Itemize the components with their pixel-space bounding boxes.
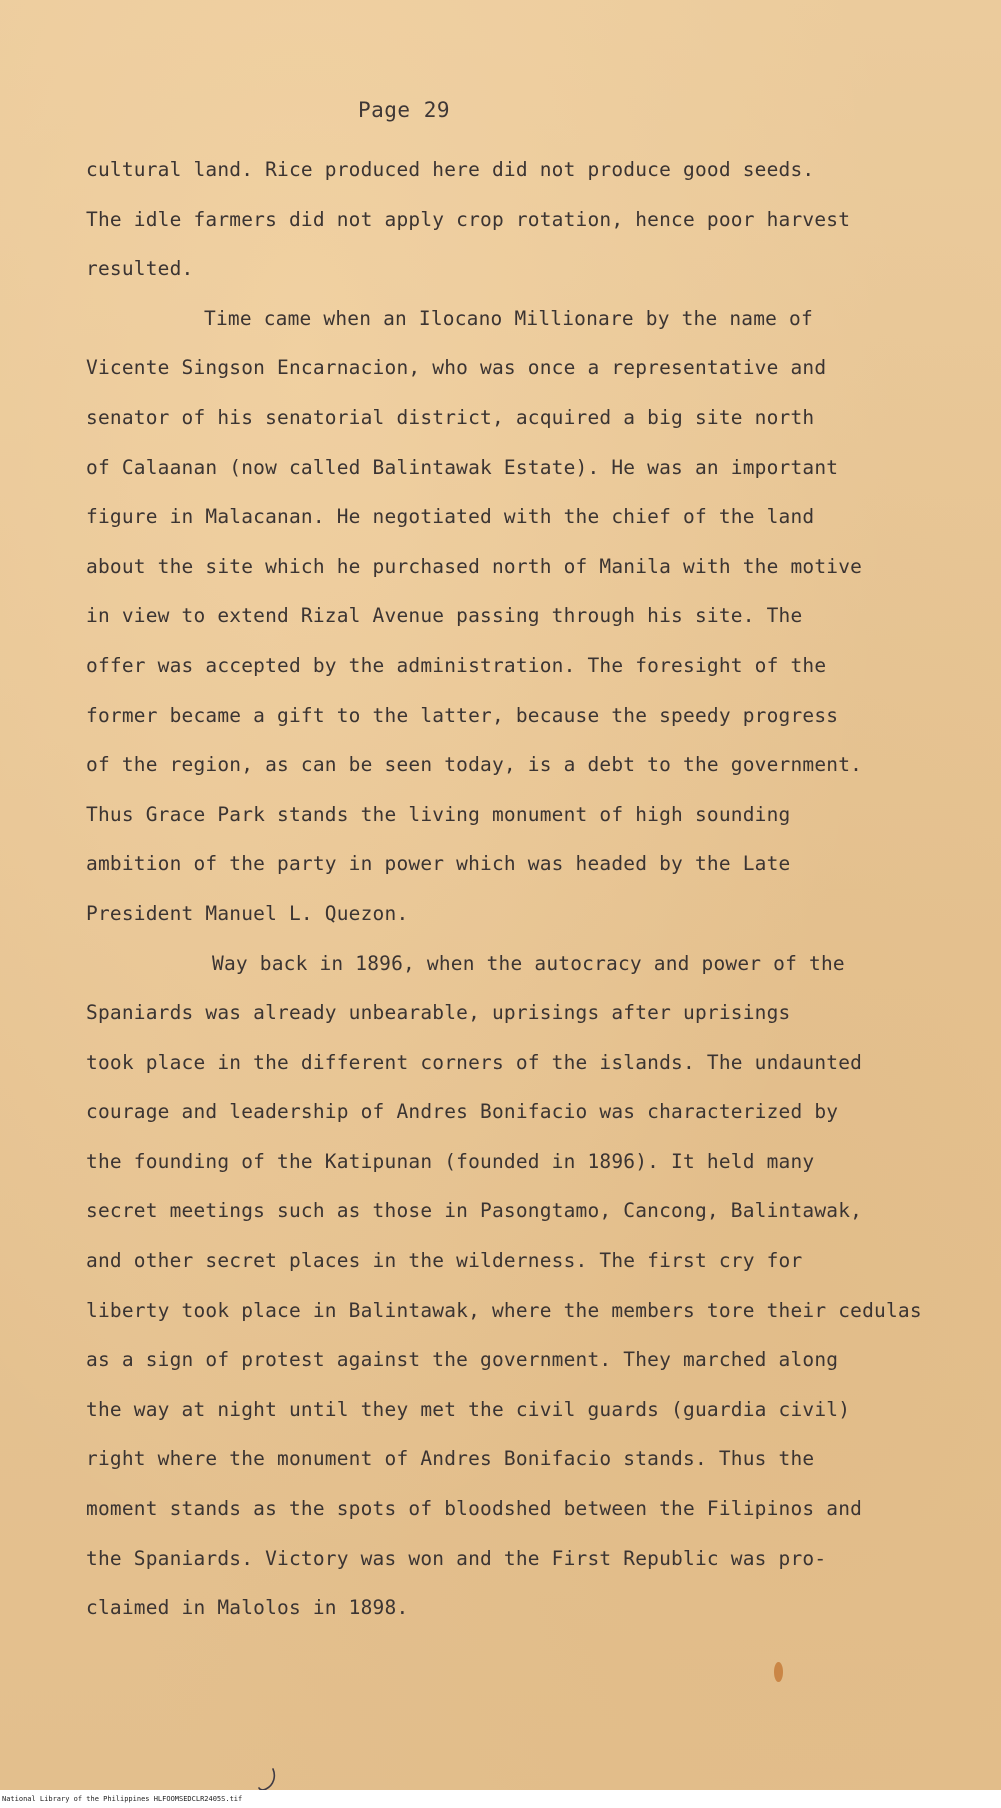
text-line: resulted. — [86, 257, 194, 281]
text-line: the Spaniards. Victory was won and the First Republic was pro- — [86, 1546, 827, 1570]
text-line: former became a gift to the latter, because the speedy progress — [86, 703, 839, 727]
text-line: of the region, as can be seen today, is a debt to the government. — [86, 753, 863, 777]
text-line: Thus Grace Park stands the living monument of high sounding — [86, 802, 791, 826]
text-line: as a sign of protest against the government. They marched along — [86, 1348, 839, 1372]
text-line: about the site which he purchased north of Manila with the motive — [86, 554, 863, 578]
text-line: offer was accepted by the administration. The foresight of the — [86, 653, 827, 677]
text-line: secret meetings such as those in Pasongtamo, Cancong, Balintawak, — [86, 1199, 863, 1223]
text-line: figure in Malacanan. He negotiated with the chief of the land — [86, 505, 815, 529]
text-line: right where the monument of Andres Bonifacio stands. Thus the — [86, 1447, 815, 1471]
text-line: liberty took place in Balintawak, where the members tore their cedulas — [86, 1298, 922, 1322]
text-line: the founding of the Katipunan (founded in 1896). It held many — [86, 1149, 815, 1173]
body-text — [86, 145, 976, 1633]
paragraph-start-line: Way back in 1896, when the autocracy and power of the — [212, 951, 845, 975]
text-line: claimed in Malolos in 1898. — [86, 1596, 409, 1620]
text-line: moment stands as the spots of bloodshed between the Filipinos and — [86, 1497, 863, 1521]
text-line: took place in the different corners of the islands. The undaunted — [86, 1050, 863, 1074]
text-line: The idle farmers did not apply crop rotation, hence poor harvest — [86, 207, 851, 231]
text-line: Spaniards was already unbearable, uprisings after uprisings — [86, 1001, 791, 1025]
footer-caption: National Library of the Philippines HLFOOMSEDCLR2405S.tif — [2, 1795, 243, 1803]
text-line: President Manuel L. Quezon. — [86, 901, 409, 925]
stain-mark — [774, 1662, 783, 1682]
pen-mark-icon — [258, 1768, 278, 1792]
text-line: the way at night until they met the civil guards (guardia civil) — [86, 1397, 851, 1421]
text-line: Vicente Singson Encarnacion, who was once a representative and — [86, 356, 827, 380]
text-line: ambition of the party in power which was headed by the Late — [86, 852, 791, 876]
text-line: of Calaanan (now called Balintawak Estate). He was an important — [86, 455, 839, 479]
text-line: senator of his senatorial district, acquired a big site north — [86, 405, 815, 429]
paragraph-start-line: Time came when an Ilocano Millionare by the name of — [204, 306, 813, 330]
text-line: cultural land. Rice produced here did not produce good seeds. — [86, 158, 815, 181]
text-line: in view to extend Rizal Avenue passing through his site. The — [86, 604, 803, 628]
page-number: Page 29 — [358, 98, 451, 122]
text-line: and other secret places in the wilderness. The first cry for — [86, 1249, 803, 1273]
text-line: courage and leadership of Andres Bonifacio was characterized by — [86, 1100, 839, 1124]
